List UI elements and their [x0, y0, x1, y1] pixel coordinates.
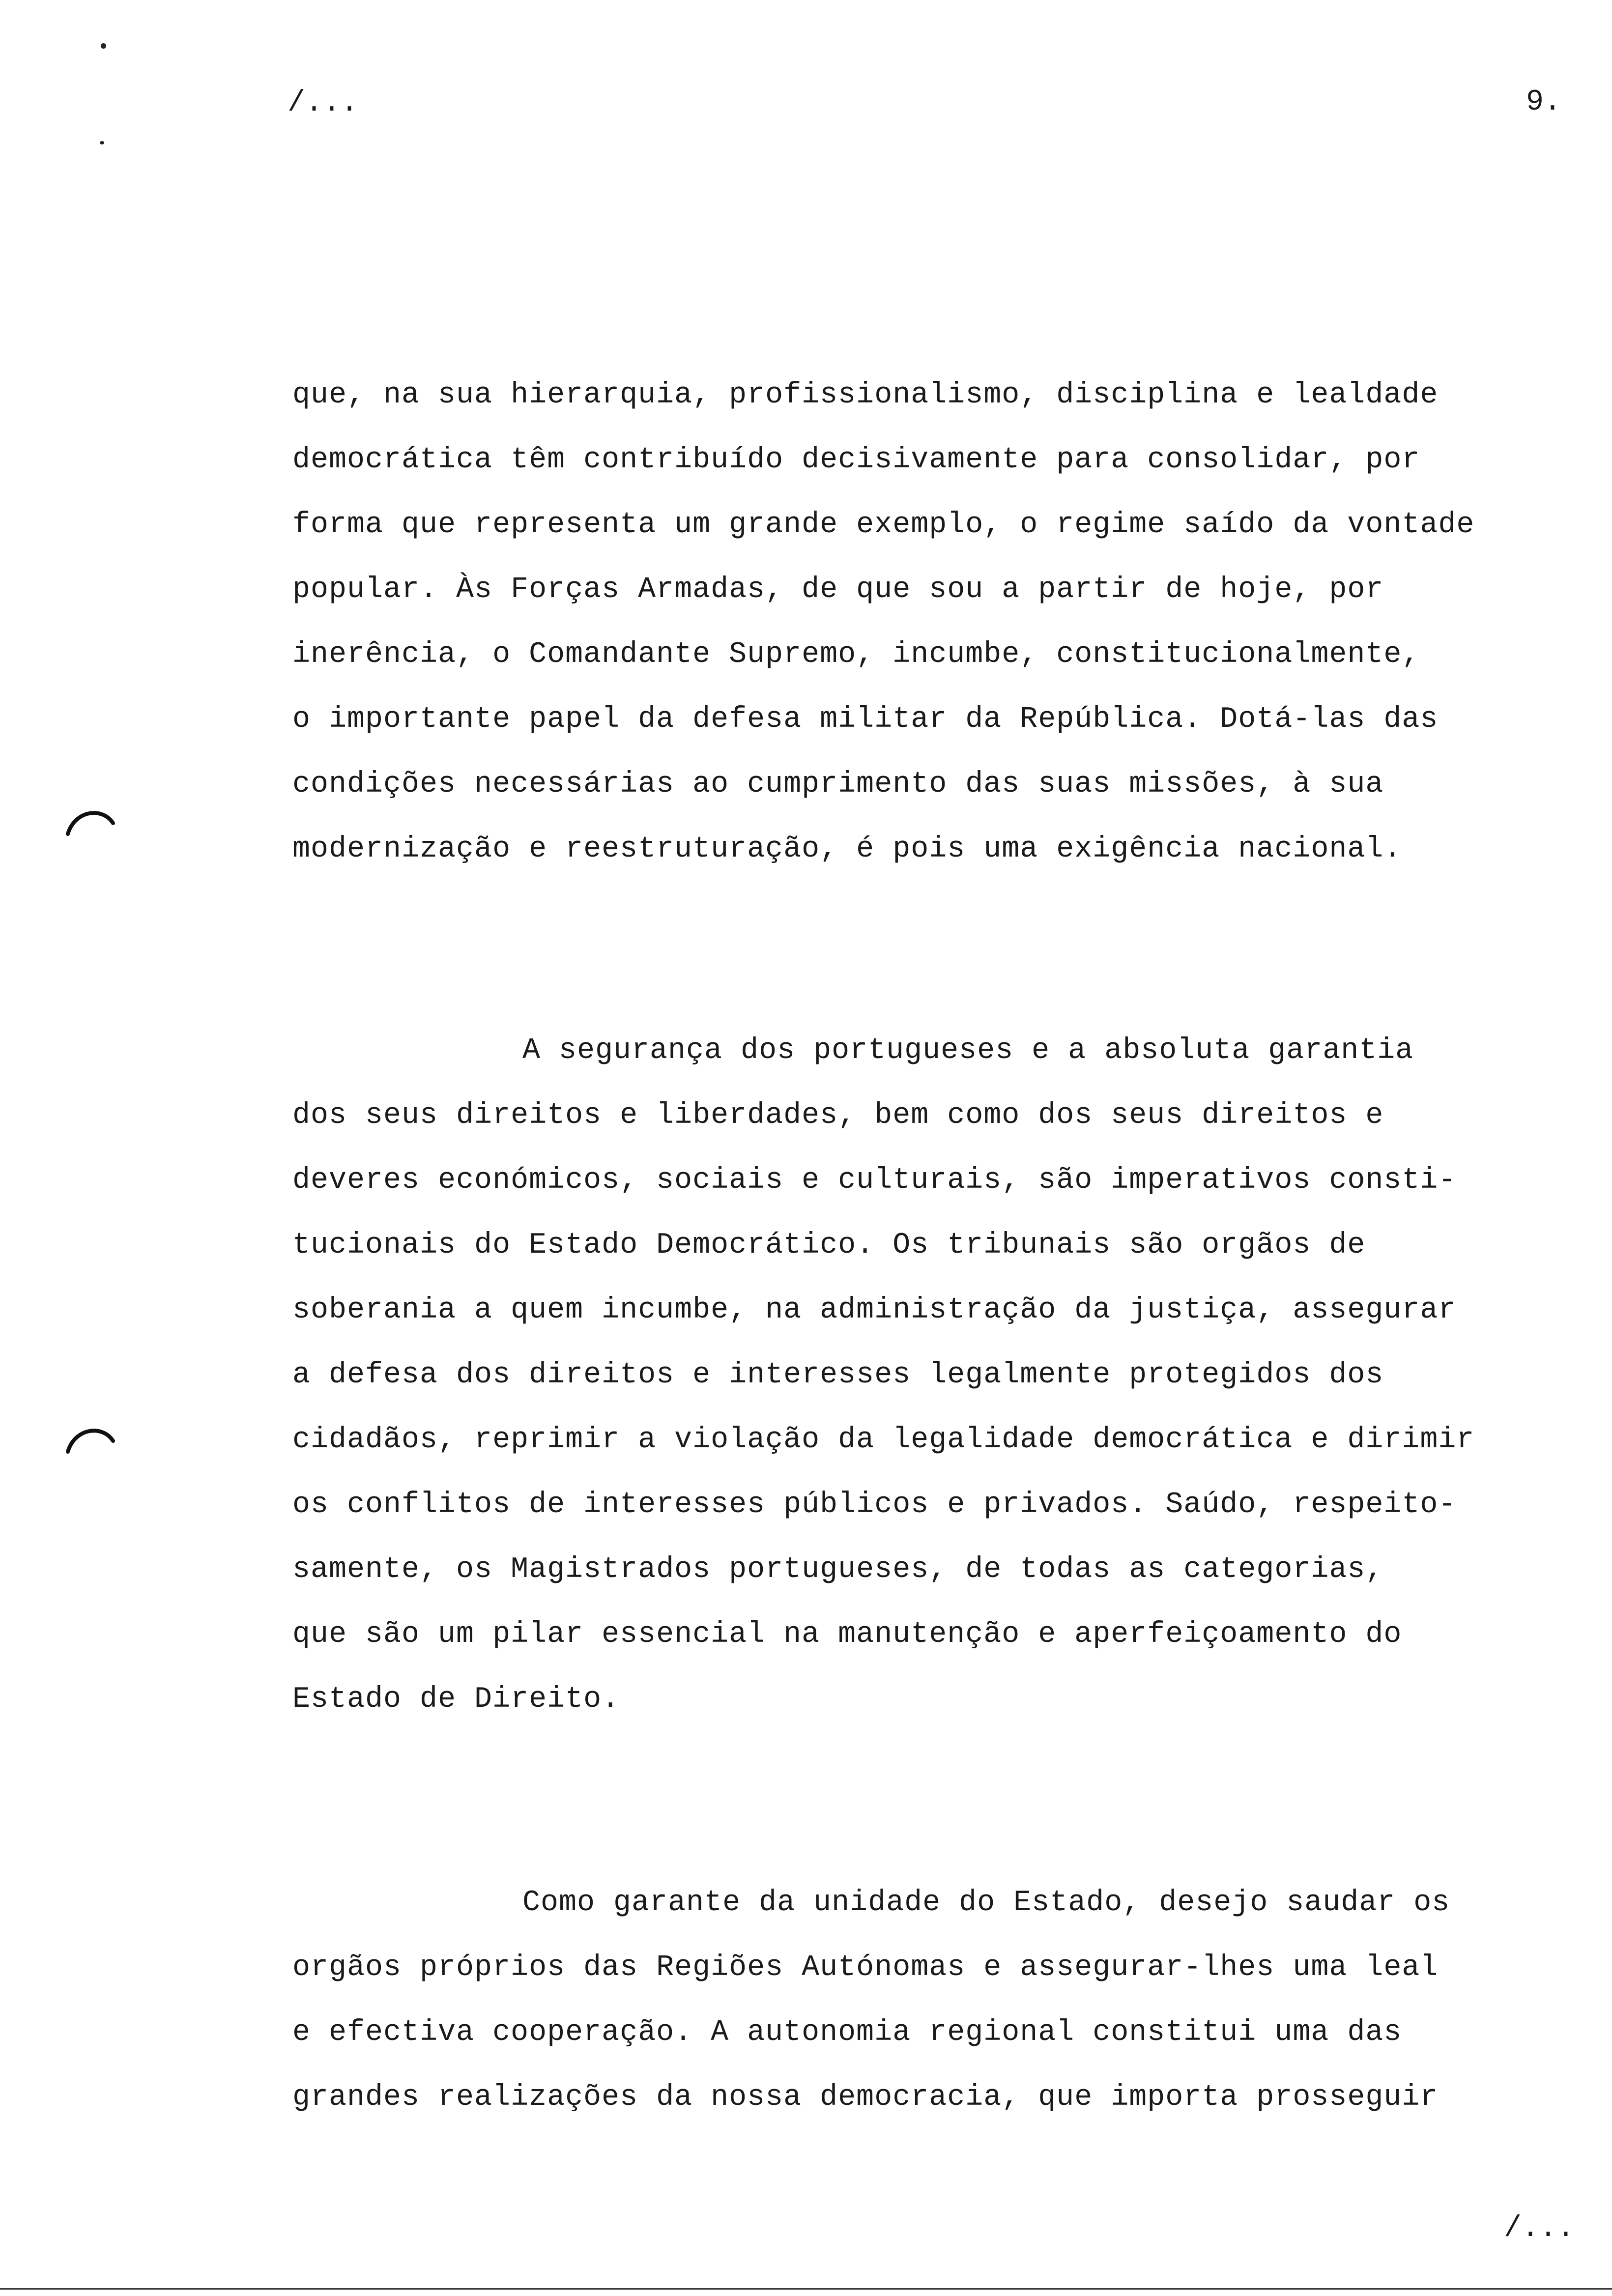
- text-line: dos seus direitos e liberdades, bem como dos seus direitos e: [292, 1099, 1384, 1132]
- text-line: que, na sua hierarquia, profissionalismo, disciplina e lealdade: [292, 378, 1439, 412]
- footer-continuation: /...: [1504, 2212, 1575, 2245]
- text-line: orgãos próprios das Regiões Autónomas e assegurar-lhes uma leal: [292, 1951, 1439, 1984]
- text-line: democrática têm contribuído decisivamente para consolidar, por: [292, 443, 1420, 477]
- binder-hole-arc-icon: [64, 804, 118, 838]
- text-line: que são um pilar essencial na manutenção e aperfeiçoamento do: [292, 1618, 1402, 1651]
- text-line: e efectiva cooperação. A autonomia regional constitui uma das: [292, 2016, 1402, 2049]
- text-line: cidadãos, reprimir a violação da legalidade democrática e dirimir: [292, 1423, 1475, 1457]
- text-line: a defesa dos direitos e interesses legalmente protegidos dos: [292, 1358, 1384, 1392]
- text-line: modernização e reestruturação, é pois uma exigência nacional.: [292, 832, 1402, 866]
- text-line: soberania a quem incumbe, na administração da justiça, assegurar: [292, 1293, 1457, 1327]
- text-line: Estado de Direito.: [292, 1683, 620, 1716]
- text-line: os conflitos de interesses públicos e privados. Saúdo, respeito-: [292, 1488, 1457, 1521]
- text-line: tucionais do Estado Democrático. Os tribunais são orgãos de: [292, 1229, 1366, 1262]
- text-line: A segurança dos portugueses e a absoluta garantia: [522, 1034, 1414, 1067]
- text-line: grandes realizações da nossa democracia, que importa prosseguir: [292, 2081, 1439, 2114]
- text-line: deveres económicos, sociais e culturais, são imperativos consti-: [292, 1164, 1457, 1197]
- text-line: Como garante da unidade do Estado, desejo saudar os: [522, 1886, 1450, 1920]
- text-line: condições necessárias ao cumprimento das suas missões, à sua: [292, 768, 1384, 801]
- text-line: o importante papel da defesa militar da República. Dotá-las das: [292, 703, 1439, 736]
- text-line: popular. Às Forças Armadas, de que sou a partir de hoje, por: [292, 573, 1384, 606]
- scan-edge-divider: [0, 2288, 1612, 2290]
- text-line: inerência, o Comandante Supremo, incumbe, constitucionalmente,: [292, 638, 1420, 671]
- text-line: forma que representa um grande exemplo, o regime saído da vontade: [292, 508, 1475, 542]
- header-continuation: /...: [288, 86, 359, 120]
- page-number: 9.: [1526, 86, 1562, 119]
- text-line: samente, os Magistrados portugueses, de todas as categorias,: [292, 1553, 1384, 1586]
- binder-hole-arc-icon: [64, 1421, 118, 1456]
- punch-dot: [100, 141, 104, 144]
- punch-dot: [101, 43, 106, 49]
